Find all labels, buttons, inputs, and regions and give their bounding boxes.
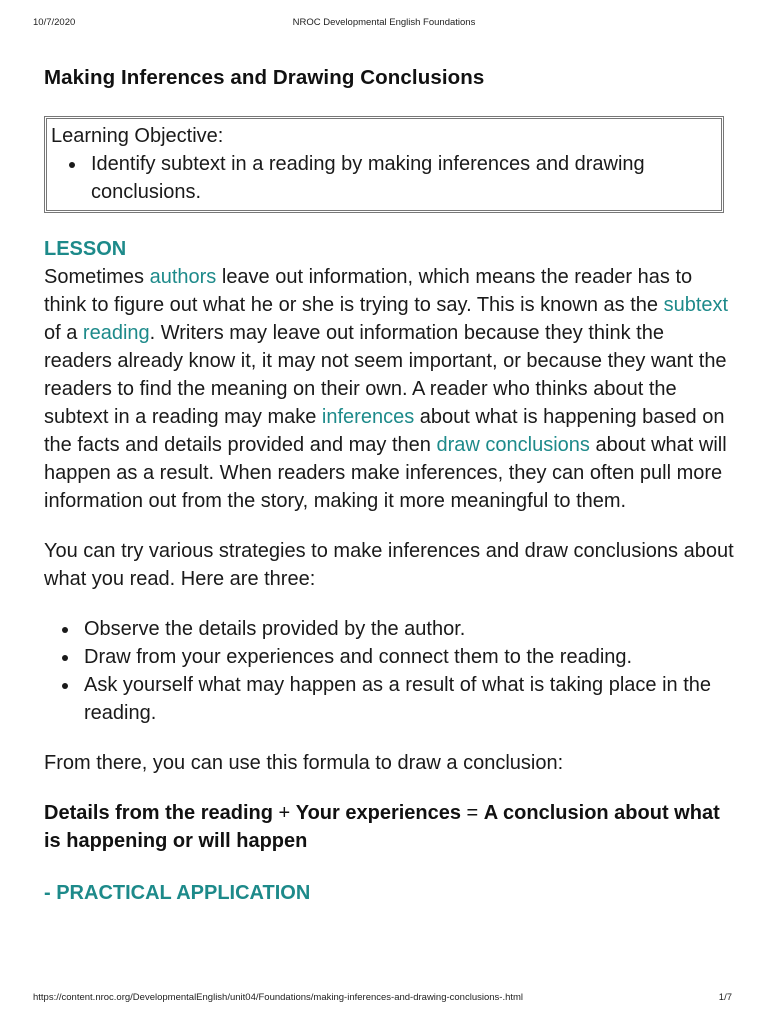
glossary-link-inferences[interactable]: inferences xyxy=(321,406,415,428)
strategy-item: • Observe the details provided by the author. xyxy=(80,615,734,643)
formula-part-details: Details from the reading xyxy=(44,802,273,824)
formula-part-conclusion: A conclusion about what is happening or will happen xyxy=(44,802,720,852)
main-content xyxy=(44,66,734,907)
print-page-number: 1/7 xyxy=(718,992,732,1003)
text-segment: about what will happen as a result. When readers make inferences, they can often pull more information out from the story, making it more meaningful to them. xyxy=(44,434,727,512)
strategy-item: • Draw from your experiences and connect them to the reading. xyxy=(80,643,734,671)
objective-list xyxy=(51,150,713,206)
text-segment: . Writers may leave out information because they think the readers already know it, it may not seem important, or because they want the readers to find the meaning on their own. A reader who thinks about the subtext in a reading may make xyxy=(44,322,727,428)
lesson-paragraph-2: You can try various strategies to make inferences and draw conclusions about what you read. Here are three: xyxy=(44,540,734,590)
print-title: NROC Developmental English Foundations xyxy=(292,17,476,28)
objective-label: Learning Objective: xyxy=(51,125,224,147)
glossary-link-reading[interactable]: reading xyxy=(82,322,150,344)
glossary-link-draw-conclusions[interactable]: draw conclusions xyxy=(436,434,590,456)
formula-plus: + xyxy=(272,802,296,824)
formula-equals: = xyxy=(461,802,484,824)
strategies-list xyxy=(44,615,734,727)
conclusion-formula xyxy=(44,799,734,855)
lesson-paragraph-3: From there, you can use this formula to draw a conclusion: xyxy=(44,752,564,774)
page-title: Making Inferences and Drawing Conclusions xyxy=(44,66,485,89)
strategy-item: • Ask yourself what may happen as a result of what is taking place in the reading. xyxy=(80,671,734,727)
lesson-heading: LESSON xyxy=(44,238,127,260)
print-date: 10/7/2020 xyxy=(33,17,76,28)
practical-application-heading: - PRACTICAL APPLICATION xyxy=(44,882,311,904)
print-url: https://content.nroc.org/DevelopmentalEnglish/unit04/Foundations/making-inferences-and-drawing-conclusions-.html xyxy=(33,992,524,1003)
formula-part-experiences: Your experiences xyxy=(295,802,461,824)
learning-objective-box xyxy=(44,116,724,213)
objective-item: • Identify subtext in a reading by making inferences and drawing conclusions. xyxy=(87,150,713,206)
text-segment: leave out information, which means the reader has to think to figure out what he or she is trying to say. This is known as the xyxy=(44,266,693,316)
text-segment: of a xyxy=(44,322,83,344)
lesson-paragraph-1 xyxy=(44,263,734,515)
text-segment: Sometimes xyxy=(44,266,150,288)
glossary-link-subtext[interactable]: subtext xyxy=(663,294,729,316)
glossary-link-authors[interactable]: authors xyxy=(149,266,217,288)
text-segment: about what is happening based on the facts and details provided and may then xyxy=(44,406,725,456)
